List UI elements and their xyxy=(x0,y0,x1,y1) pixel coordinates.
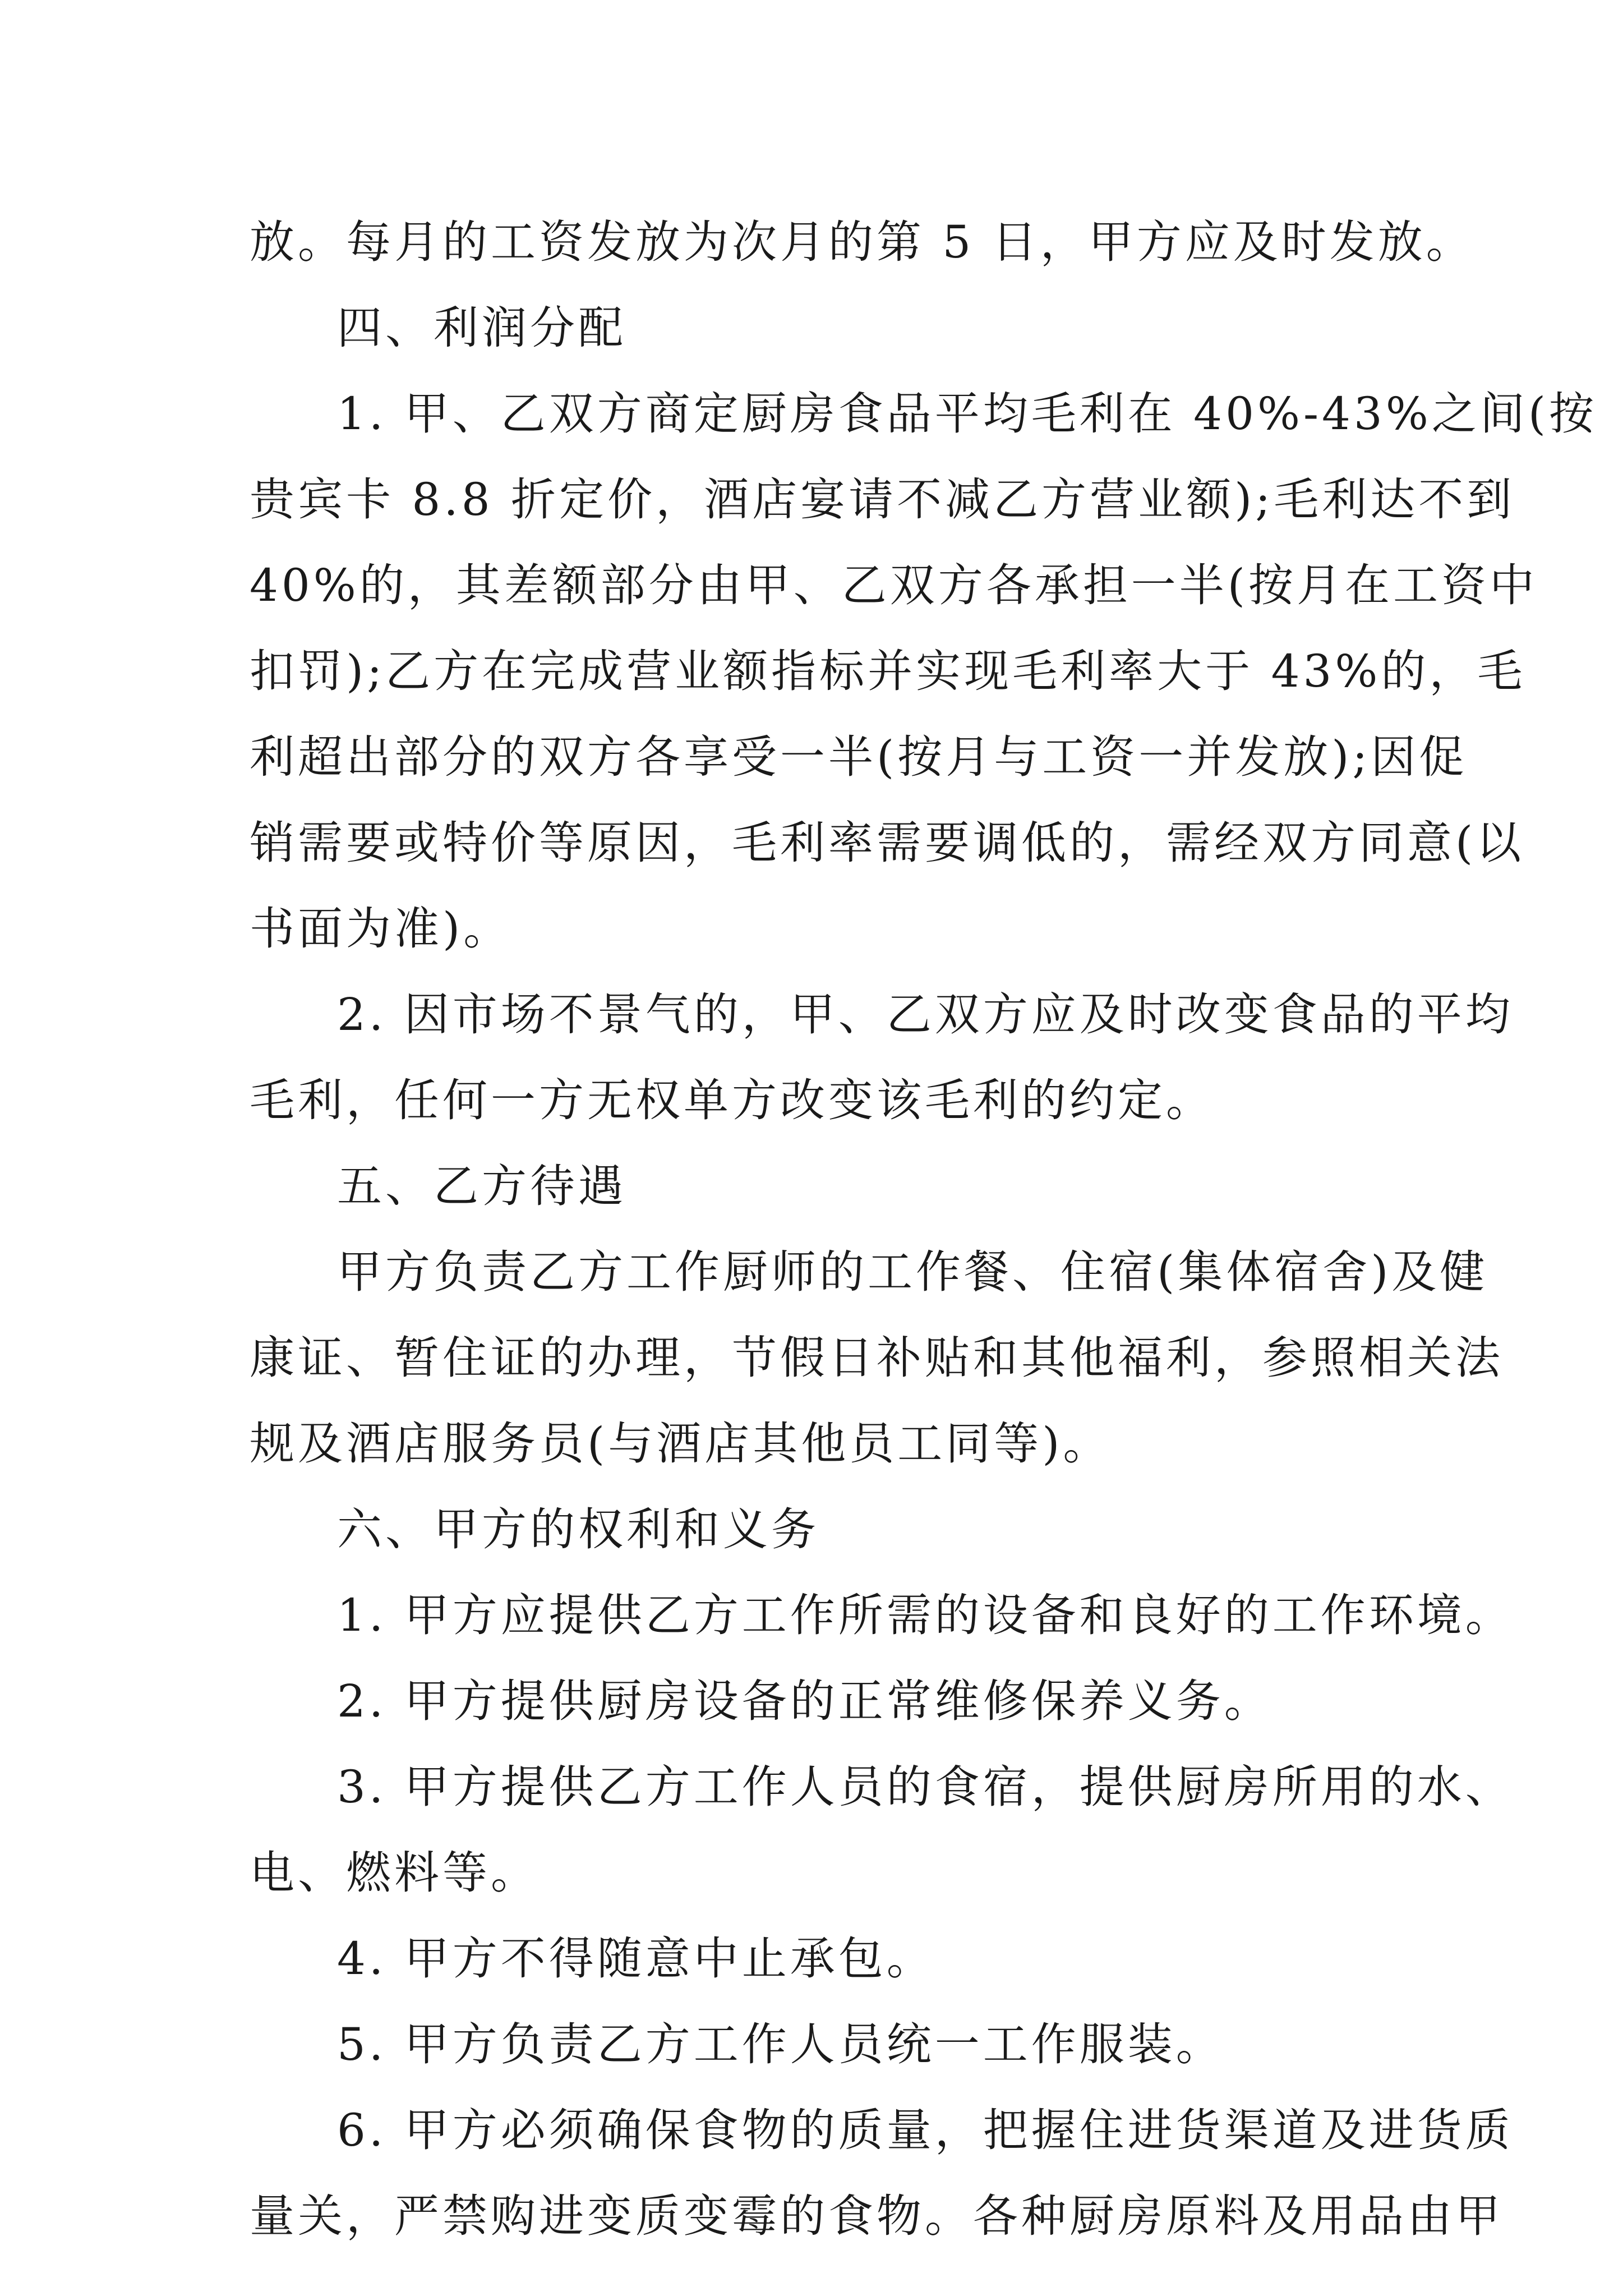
text-line: 扣罚);乙方在完成营业额指标并实现毛利率大于 43%的，毛 xyxy=(250,645,1526,697)
section-heading-party-a-rights: 六、甲方的权利和义务 xyxy=(337,1503,819,1556)
text-line: 6. 甲方必须确保食物的质量，把握住进货渠道及进货质 xyxy=(337,2104,1514,2156)
text-line: 2. 因市场不景气的，甲、乙双方应及时改变食品的平均 xyxy=(337,988,1514,1041)
text-line: 销需要或特价等原因，毛利率需要调低的，需经双方同意(以 xyxy=(250,817,1525,869)
text-line: 40%的，其差额部分由甲、乙双方各承担一半(按月在工资中 xyxy=(250,559,1538,611)
text-line: 康证、暂住证的办理，节假日补贴和其他福利，参照相关法 xyxy=(250,1332,1504,1384)
text-line: 4. 甲方不得随意中止承包。 xyxy=(337,1932,935,1985)
text-line: 贵宾卡 8.8 折定价，酒店宴请不减乙方营业额);毛利达不到 xyxy=(250,473,1515,526)
text-line: 量关，严禁购进变质变霉的食物。各种厨房原料及用品由甲 xyxy=(250,2190,1504,2242)
text-line: 放。每月的工资发放为次月的第 5 日，甲方应及时发放。 xyxy=(250,216,1474,268)
text-line: 5. 甲方负责乙方工作人员统一工作服装。 xyxy=(337,2018,1224,2070)
text-line: 1. 甲方应提供乙方工作所需的设备和良好的工作环境。 xyxy=(337,1589,1514,1641)
text-line: 甲方负责乙方工作厨师的工作餐、住宿(集体宿舍)及健 xyxy=(337,1246,1488,1298)
text-line: 书面为准)。 xyxy=(250,903,512,955)
section-heading-profit-distribution: 四、利润分配 xyxy=(337,302,626,354)
text-line: 毛利，任何一方无权单方改变该毛利的约定。 xyxy=(250,1074,1214,1126)
text-line: 1. 甲、乙双方商定厨房食品平均毛利在 40%-43%之间(按 xyxy=(337,388,1598,440)
text-line: 3. 甲方提供乙方工作人员的食宿，提供厨房所用的水、 xyxy=(337,1761,1514,1813)
text-line: 电、燃料等。 xyxy=(250,1847,539,1899)
text-line: 利超出部分的双方各享受一半(按月与工资一并发放);因促 xyxy=(250,731,1468,783)
text-line: 2. 甲方提供厨房设备的正常维修保养义务。 xyxy=(337,1675,1272,1727)
text-line: 规及酒店服务员(与酒店其他员工同等)。 xyxy=(250,1418,1112,1470)
document-body xyxy=(250,209,1598,2269)
section-heading-party-b-benefits: 五、乙方待遇 xyxy=(337,1160,626,1212)
